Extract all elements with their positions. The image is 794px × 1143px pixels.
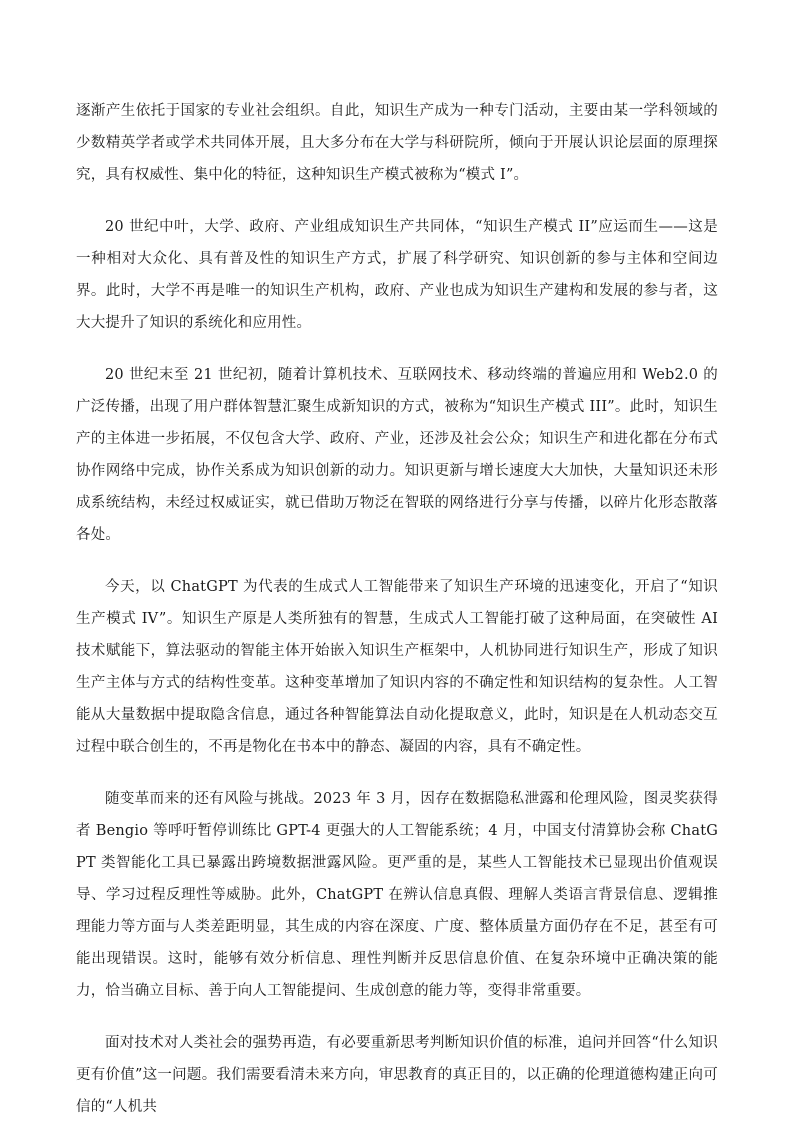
paragraph-2: 20 世纪中叶，大学、政府、产业组成知识生产共同体，“知识生产模式 II”应运而生——这是一种相对大众化、具有普及性的知识生产方式，扩展了科学研究、知识创新的参与主体和空间边界。此时，大学不再是唯一的知识生产机构，政府、产业也成为知识生产建构和发展的参与者，这大大提升了知识的系统化和应用性。 [76,219,718,331]
document-body [76,95,718,1143]
paragraph-6: 面对技术对人类社会的强势再造，有必要重新思考判断知识价值的标准，追问并回答“什么知识更有价值”这一问题。我们需要看清未来方向，审思教育的真正目的，以正确的伦理道德构建正向可信的“人机共 [76,1035,718,1115]
paragraph-4: 今天，以 ChatGPT 为代表的生成式人工智能带来了知识生产环境的迅速变化，开启了“知识生产模式 IV”。知识生产原是人类所独有的智慧，生成式人工智能打破了这种局面，在突破性 AI 技术赋能下，算法驱动的智能主体开始嵌入知识生产框架中，人机协同进行知识生产，形成了知识生产主体与方式的结构性变革。这种变革增加了知识内容的不确定性和知识结构的复杂性。人工智能从大量数据中提取隐含信息，通过各种智能算法自动化提取意义，此时，知识是在人机动态交互过程中联合创生的，不再是物化在书本中的静态、凝固的内容，具有不确定性。 [76,579,718,755]
paragraph-1: 逐渐产生依托于国家的专业社会组织。自此，知识生产成为一种专门活动，主要由某一学科领域的少数精英学者或学术共同体开展，且大多分布在大学与科研院所，倾向于开展认识论层面的原理探究，具有权威性、集中化的特征，这种知识生产模式被称为“模式 I”。 [76,103,718,183]
paragraph-3: 20 世纪末至 21 世纪初，随着计算机技术、互联网技术、移动终端的普遍应用和 Web2.0 的广泛传播，出现了用户群体智慧汇聚生成新知识的方式，被称为“知识生产模式 III”。此时，知识生产的主体进一步拓展，不仅包含大学、政府、产业，还涉及社会公众；知识生产和进化都在分布式协作网络中完成，协作关系成为知识创新的动力。知识更新与增长速度大大加快，大量知识还未形成系统结构，未经过权威证实，就已借助万物泛在智联的网络进行分享与传播，以碎片化形态散落各处。 [76,367,718,543]
paragraph-5: 随变革而来的还有风险与挑战。2023 年 3 月，因存在数据隐私泄露和伦理风险，图灵奖获得者 Bengio 等呼吁暂停训练比 GPT-4 更强大的人工智能系统；4 月，中国支付清算协会称 ChatGPT 类智能化工具已暴露出跨境数据泄露风险。更严重的是，某些人工智能技术已显现出价值观误导、学习过程反理性等威胁。此外，ChatGPT 在辨认信息真假、理解人类语言背景信息、逻辑推理能力等方面与人类差距明显，其生成的内容在深度、广度、整体质量方面仍存在不足，甚至有可能出现错误。这时，能够有效分析信息、理性判断并反思信息价值、在复杂环境中正确决策的能力，恰当确立目标、善于向人工智能提问、生成创意的能力等，变得非常重要。 [76,791,718,999]
